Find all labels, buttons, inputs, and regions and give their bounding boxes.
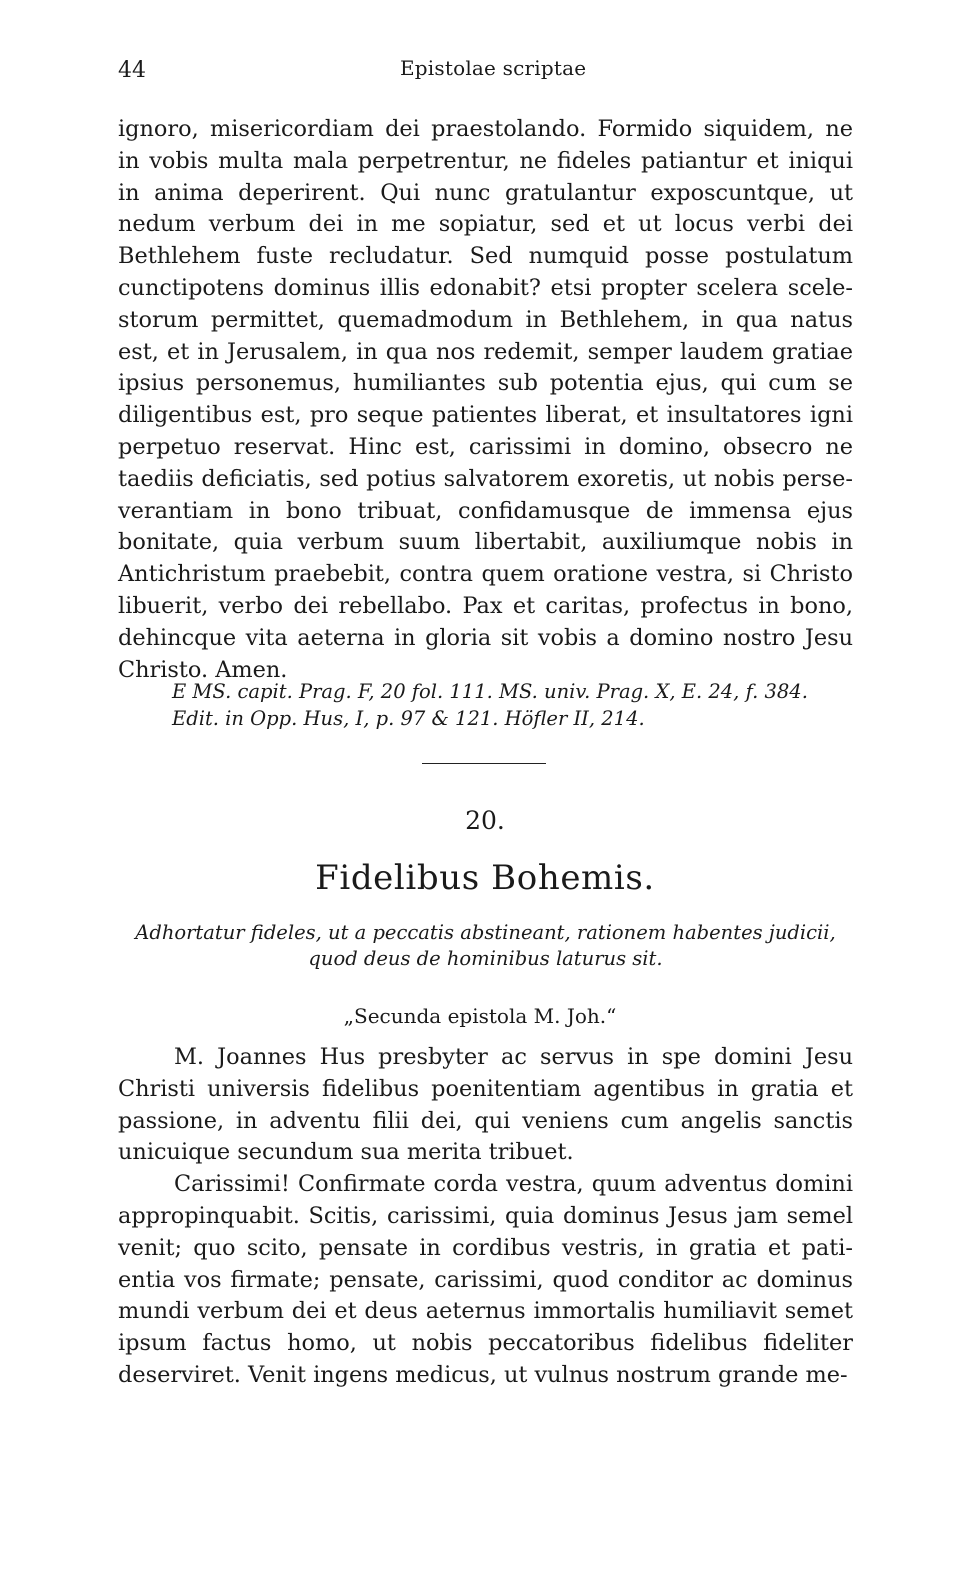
page-number: 44 [118, 58, 146, 83]
page-header [118, 52, 853, 88]
continuation-paragraph: ignoro, misericordiam dei praestolando. Formido siquidem, ne in vobis multa mala perpetrentur, ne fideles patiantur et iniqui in anima deperirent. Qui nunc gratulantur exposcuntque, ut nedum verbum dei in me sopiatur, sed et ut locus verbi dei Bethlehem fuste recludatur. Sed numquid posse postulatum cunctipotens dominus illis edonabit? etsi propter scelera scelestorum permittet, quemadmodum in Bethlehem, in qua natus est, et in Jerusalem, in qua nos redemit, semper laudem gratiae ipsius personemus, humiliantes sub potentia ejus, qui cum se diligentibus est, pro seque patientes liberat, et insultatores igni perpetuo reservat. Hinc est, carissimi in domino, obsecro ne taediis deficiatis, sed potius salvatorem exoretis, ut nobis perseverantiam in bono tribuat, confidamusque de immensa ejus bonitate, quia verbum suum libertabit, auxiliumque nobis in Antichristum praebebit, contra quem oratione vestra, si Christo libuerit, verbo dei rebellabo. Pax et caritas, profectus in bono, dehincque vita aeterna in gloria sit vobis a domino nostro Jesu Christo. Amen. [118, 116, 853, 683]
letter-heading-note: „Secunda epistola M. Joh.“ [343, 1004, 617, 1028]
manuscript-sources: E MS. capit. Prag. F, 20 fol. 111. MS. univ. Prag. X, E. 24, f. 384. [172, 680, 808, 703]
section-divider [422, 763, 546, 764]
letter-salutation: M. Joannes Hus presbyter ac servus in spe domini Jesu Christi universis fidelibus poenitentiam agentibus in gratia et passione, in adventu filii dei, qui veniens cum angelis sanctis unicuique secundum sua merita tribuet. [118, 1044, 853, 1166]
letter-title: Fidelibus Bohemis. [315, 858, 655, 898]
letter-paragraph: Carissimi! Confirmate corda vestra, quum adventus domini appropinquabit. Scitis, carissimi, quia dominus Jesus jam semel venit; quo scito, pensate in cordibus vestris, in gratia et patientia vos firmate; pensate, carissimi, quod conditor ac dominus mundi verbum dei et deus aeternus immortalis humiliavit semet ipsum factus homo, ut nobis peccatoribus fidelibus fideliter deserviret. Venit ingens medicus, ut vulnus nostrum grande me- [118, 1171, 853, 1388]
letter-body [118, 1042, 853, 1392]
source-references [172, 678, 862, 732]
running-head: Epistolae scriptae [400, 56, 587, 80]
continuation-text [118, 114, 853, 686]
edition-sources: Edit. in Opp. Hus, I, p. 97 & 121. Höfler II, 214. [172, 707, 645, 730]
letter-summary: Adhortatur fideles, ut a peccatis abstineant, rationem habentes judicii, quod deus de hominibus laturus sit. [135, 921, 836, 970]
letter-number: 20. [465, 806, 505, 835]
